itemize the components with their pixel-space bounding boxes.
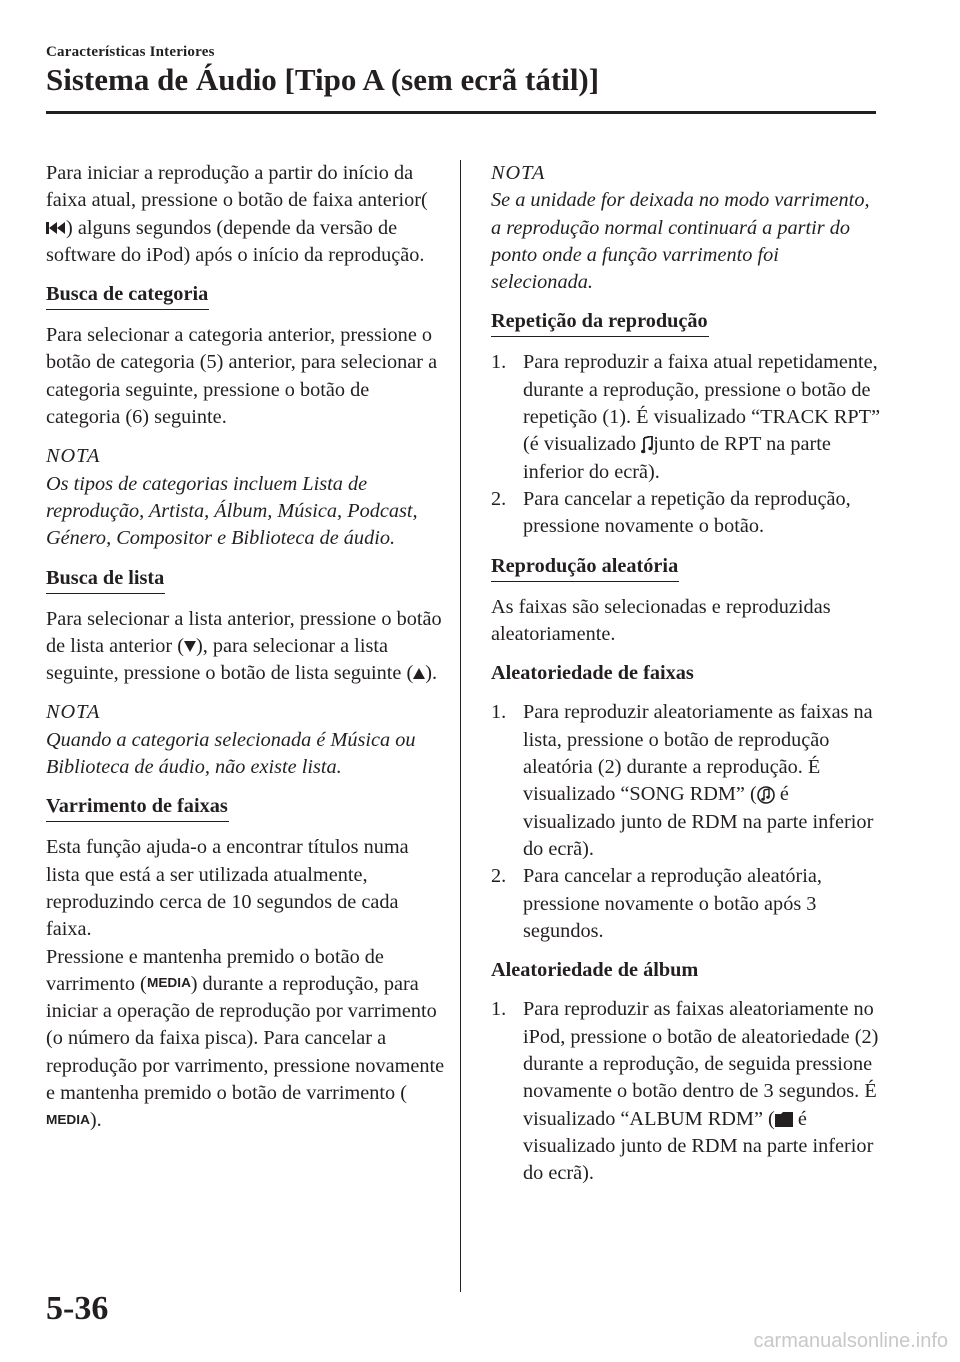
note-label: NOTA xyxy=(46,701,101,724)
heading-category-search: Busca de categoria xyxy=(46,281,209,310)
note-text: Se a unidade for deixada no modo varrimento, a reprodução normal continuará a partir do ponto onde a função varrimento foi selecionada. xyxy=(491,189,870,294)
media-button-icon: MEDIA xyxy=(45,1111,90,1127)
note-label: NOTA xyxy=(491,162,546,184)
note-text: Quando a categoria selecionada é Música ou Biblioteca de áudio, não existe lista. xyxy=(46,728,416,779)
page-number: 5-36 xyxy=(46,1290,109,1327)
paragraph-category-search: Para selecionar a categoria anterior, pressione o botão de categoria (5) anterior, para selecionar a categoria seguinte, pressione o botão de categoria (6) seguinte. xyxy=(46,324,438,429)
note-label: NOTA xyxy=(46,445,101,468)
note-text: Os tipos de categorias incluem Lista de reprodução, Artista, Álbum, Música, Podcast, Género, Compositor e Biblioteca de áudio. xyxy=(46,472,418,550)
paragraph-random-playback: As faixas são selecionadas e reproduzidas aleatoriamente. xyxy=(491,595,831,645)
column-divider xyxy=(460,160,461,1292)
watermark: carmanualsonline.info xyxy=(753,1330,948,1352)
song-random-icon xyxy=(757,786,775,804)
section-label: Características Interiores xyxy=(46,44,215,60)
title-rule xyxy=(46,111,876,114)
music-note-icon xyxy=(641,436,653,454)
paragraph-scan-operation: Pressione e mantenha premido o botão de varrimento (MEDIA) durante a reprodução, para iniciar a operação de reprodução por varrimento (o número da faixa pisca). Para cancelar a reprodução por varrimento, pressione novamente e mantenha premido o botão de varrimento (MEDIA). xyxy=(45,945,445,1132)
heading-random-playback: Reprodução aleatória xyxy=(491,553,679,582)
paragraph-list-search: Para selecionar a lista anterior, pressione o botão de lista anterior ( ), para selecionar a lista seguinte, pressione o botão de lista seguinte ( ). xyxy=(46,607,442,685)
triangle-down-icon xyxy=(184,640,196,652)
list-item: 1. Para reproduzir as faixas aleatoriamente no iPod, pressione o botão de aleatoriedade (2) durante a reprodução, de seguida pressione novamente o botão dentro de 3 segundos. É visualizado “ALBUM RDM” ( é visualizado junto de RDM na parte inferior do ecrã). xyxy=(491,998,879,1185)
heading-track-scan: Varrimento de faixas xyxy=(46,793,229,822)
heading-repeat-playback: Repetição da reprodução xyxy=(491,308,709,337)
list-item: 2. Para cancelar a repetição da reprodução, pressione novamente o botão. xyxy=(491,487,851,538)
paragraph-track-scan: Esta função ajuda-o a encontrar títulos numa lista que está a ser utilizada atualmente, reproduzindo cerca de 10 segundos de cada faixa. xyxy=(46,836,409,941)
track-previous-icon xyxy=(46,221,66,235)
list-item: 1. Para reproduzir a faixa atual repetidamente, durante a reprodução, pressione o botão de repetição (1). É visualizado “TRACK RPT” (é visualizado junto de RPT na parte inferior do ecrã). xyxy=(491,351,881,483)
heading-track-random: Aleatoriedade de faixas xyxy=(491,662,694,685)
folder-icon xyxy=(775,1111,793,1127)
list-item: 1. Para reproduzir aleatoriamente as faixas na lista, pressione o botão de reprodução aleatória (2) durante a reprodução. É visualizado “SONG RDM” ( é visualizado junto de RDM na parte inferior do ecrã). xyxy=(491,701,874,860)
list-item: 2. Para cancelar a reprodução aleatória, pressione novamente o botão após 3 segundos. xyxy=(491,865,822,942)
heading-list-search: Busca de lista xyxy=(46,565,165,594)
left-column xyxy=(46,160,446,1135)
triangle-up-icon xyxy=(413,668,425,680)
paragraph-restart-track: Para iniciar a reprodução a partir do início da faixa atual, pressione o botão de faixa anterior( ) alguns segundos (depende da versão de software do iPod) após o início da reprodução. xyxy=(46,162,428,266)
right-column xyxy=(491,160,883,1188)
page-title: Sistema de Áudio [Tipo A (sem ecrã tátil)] xyxy=(46,62,600,97)
media-button-icon: MEDIA xyxy=(146,975,191,991)
heading-album-random: Aleatoriedade de álbum xyxy=(491,959,699,982)
